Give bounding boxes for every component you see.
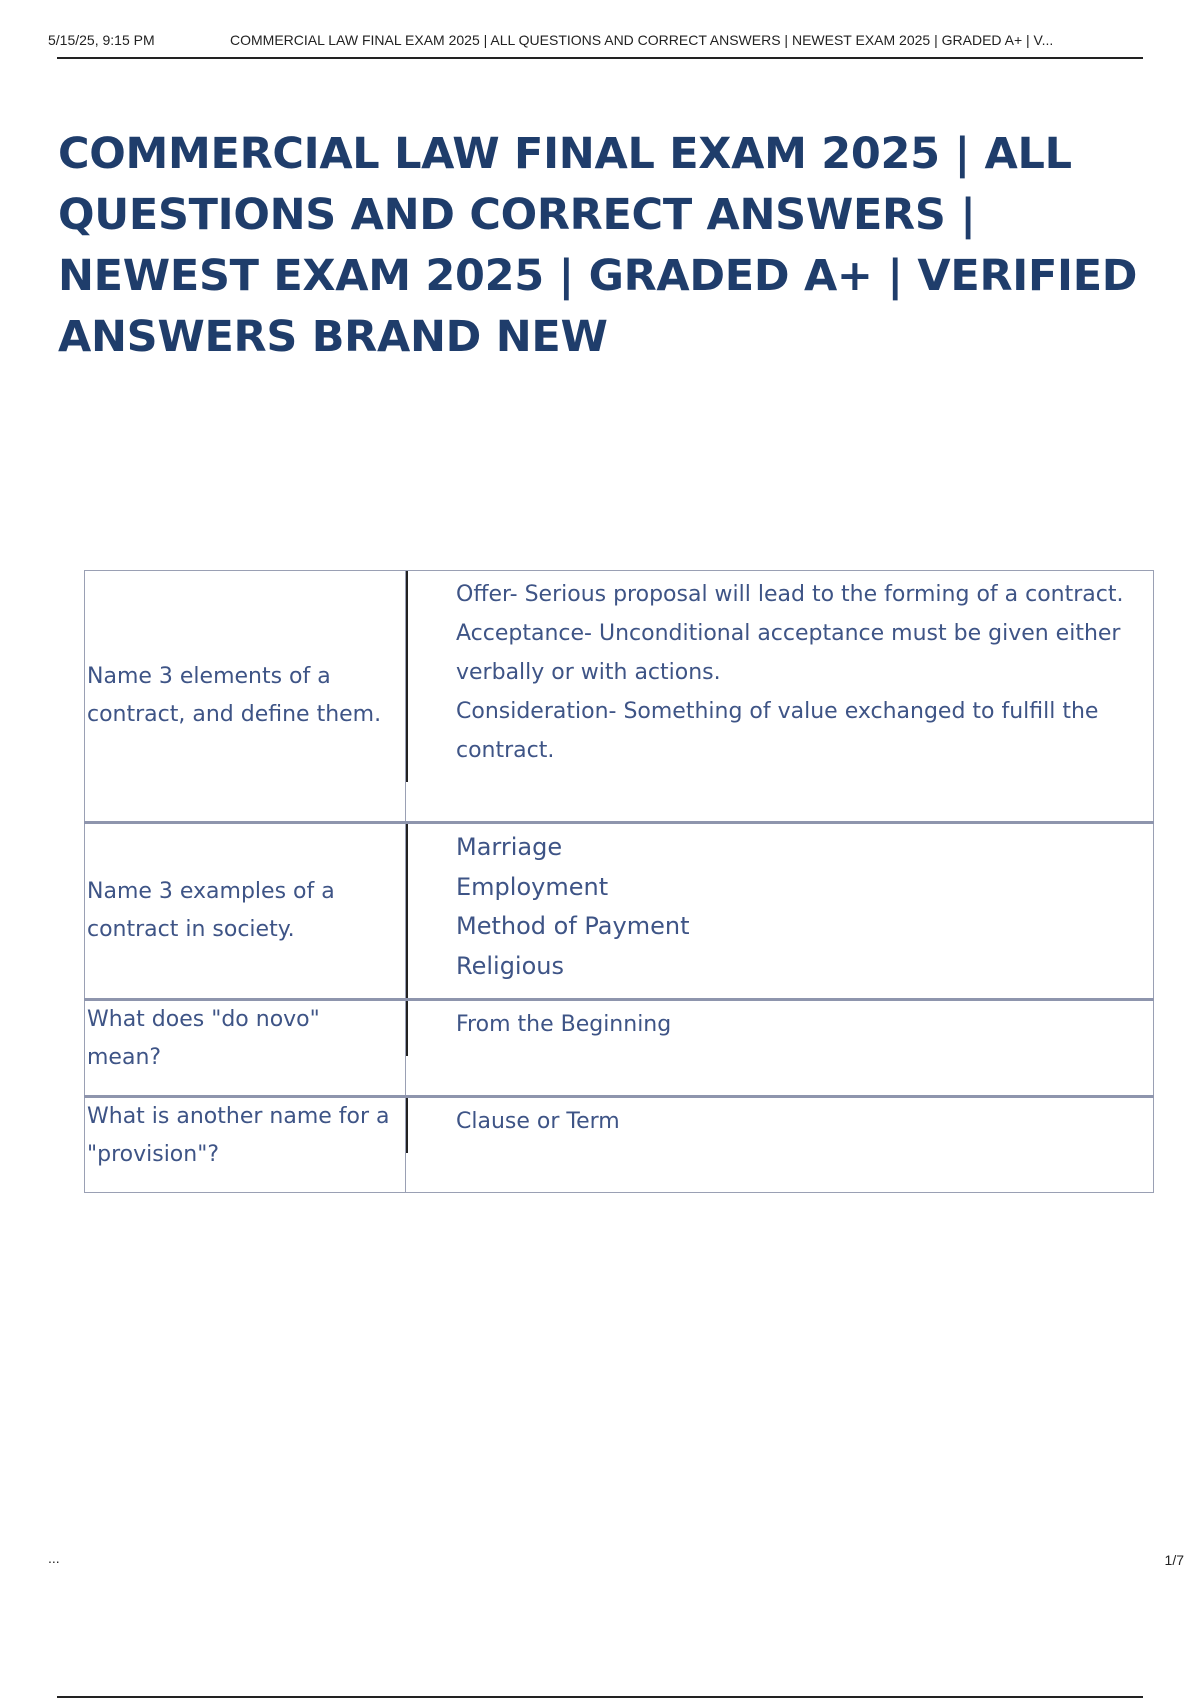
- question-cell: [85, 823, 406, 1000]
- answer-line: Marriage: [456, 833, 563, 861]
- answer-cell: [406, 1097, 1154, 1193]
- answer-line: From the Beginning: [456, 1012, 672, 1037]
- question-text: Name 3 examples of a contract in society.: [87, 879, 335, 942]
- answer-line: Clause or Term: [456, 1109, 620, 1134]
- answer-text: [406, 571, 1153, 782]
- answer-line: Acceptance- Unconditional acceptance must be given either verbally or with actions.: [456, 621, 1121, 685]
- question-cell: [85, 571, 406, 823]
- question-text: What is another name for a "provision"?: [87, 1104, 390, 1167]
- answer-text: [406, 1001, 1153, 1056]
- answer-text: [406, 1098, 1153, 1153]
- answer-cell: [406, 1000, 1154, 1097]
- answer-line: Employment: [456, 872, 609, 901]
- answer-line: Offer- Serious proposal will lead to the forming of a contract.: [456, 582, 1124, 607]
- question-cell: [85, 1000, 406, 1097]
- table-row: [85, 1097, 1154, 1193]
- page-number: 1/7: [1164, 1552, 1184, 1568]
- page-title: COMMERCIAL LAW FINAL EXAM 2025 | ALL QUESTIONS AND CORRECT ANSWERS | NEWEST EXAM 2025 | GRADED A+ | VERIFIED ANSWERS BRAND NEW: [58, 129, 1138, 362]
- question-text: Name 3 elements of a contract, and define them.: [87, 664, 382, 727]
- table-row: [85, 571, 1154, 823]
- answer-text: [406, 824, 1153, 998]
- print-date: 5/15/25, 9:15 PM: [48, 32, 155, 48]
- question-text: What does "do novo" mean?: [87, 1007, 320, 1070]
- answer-line: Consideration- Something of value exchanged to fulfill the contract.: [456, 699, 1099, 763]
- answer-cell: [406, 571, 1154, 823]
- header-divider: [57, 57, 1143, 59]
- footer-divider: [57, 1696, 1143, 1698]
- footer-ellipsis: ...: [48, 1550, 60, 1566]
- table-row: [85, 1000, 1154, 1097]
- question-cell: [85, 1097, 406, 1193]
- answer-line: Religious: [456, 951, 564, 980]
- print-doc-title: COMMERCIAL LAW FINAL EXAM 2025 | ALL QUESTIONS AND CORRECT ANSWERS | NEWEST EXAM 2025 | GRADED A+ | V...: [230, 32, 1054, 48]
- qa-table: [84, 570, 1154, 1193]
- answer-line: Method of Payment: [456, 912, 690, 940]
- print-header: [48, 28, 1188, 52]
- answer-cell: [406, 823, 1154, 1000]
- table-row: [85, 823, 1154, 1000]
